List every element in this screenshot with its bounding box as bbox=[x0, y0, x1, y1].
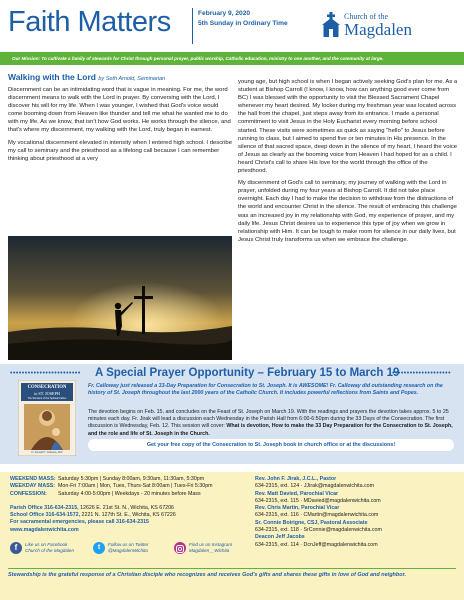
school-office bbox=[10, 512, 250, 519]
article-byline: by Seth Arnold, Seminarian bbox=[98, 76, 166, 82]
church-logo bbox=[322, 4, 462, 48]
weekday-mass-row bbox=[10, 483, 250, 490]
consecration-book-cover bbox=[18, 380, 76, 456]
staff-name: Rev. Chris Martin, Parochial Vicar bbox=[255, 505, 340, 512]
newsletter-header bbox=[0, 0, 464, 52]
book-title-line2: to ST. JOSEPH bbox=[34, 391, 60, 396]
prayer-body-text: The devotion begins on Feb. 15, and concludes on the Feast of St. Joseph on March 19. With the readings and prayers the devotion takes approx. 5 to 25 minutes each day. Fr. Jirak will lead a discussion each Wednesday in the Parish Hall from 6:00-6:50pm during the 33 Days of the Consecration. The first discussion is Wednesday, Feb. 12. This session will cover: bbox=[88, 409, 449, 430]
twitter-line1: Follow us on Twitter bbox=[108, 542, 149, 547]
article-left-column bbox=[8, 86, 232, 167]
get-copy-banner: Get your free copy of the Consecration to St. Joseph book in church office or at the discussions! bbox=[88, 439, 454, 451]
facebook-icon[interactable]: f bbox=[10, 542, 22, 554]
mission-statement-bar: Our Mission: To cultivate a family of stewards for Christ through personal prayer, public worship, Catholic education, ministry to one another, and the community at large. bbox=[0, 52, 464, 65]
article-paragraph: young age, but high school is when I began actively seeking God's plan for me. As a student at Bishop Carroll (I know, I know, how can anything good ever come from BC) I was blessed with the opportunity to visit the Blessed Sacrament Chapel whenever my heart desired. My locker during my freshman year was located across the hall from the chapel, just steps away from its entrance. I made a personal commitment to visit Jesus in the Holy Eucharist every morning before school started. These visits were sometimes as quick as saying "hello" to Jesus before running to class, but I aimed to spend five or ten minutes in His presence. In the silence of that sacred space, deep down in the silence of my heart, I heard the voice of Jesus as clearly as the booming voice from Heaven I had hoped for as a child. I heard Christ's call to share His love for the world through the office of the priesthood. bbox=[238, 79, 458, 175]
book-subtitle: The Wonders of Our Spiritual Father bbox=[27, 397, 67, 400]
parish-office bbox=[10, 505, 250, 512]
logo-magdalen: Magdalen bbox=[344, 20, 412, 39]
silhouette-cross-sunset-image bbox=[8, 236, 232, 360]
article-paragraph: My discernment of God's call to seminary, my journey of walking with the Lord in prayer, unfolded during my four years at Bishop Carroll. It did not take place overnight. Each day I had to make the decision to withdraw from the distractions of the world and encounter Christ in the silence. The result of embracing this challenge was an increased joy in my relationship with God, my experience of prayer, and my daily life. Jesus Christ desires us to experience this type of joy when we grow in relationship with Him. It can be tough to make room for silence in our daily lives, but Jesus Christ truly transforms us when we embrace the challenge. bbox=[238, 180, 457, 243]
issue-date: February 9, 2020 bbox=[198, 10, 251, 17]
twitter-link[interactable] bbox=[108, 542, 149, 554]
facebook-line1: Like us on Facebook bbox=[25, 542, 68, 547]
staff-name: Rev. Matt Davied, Parochial Vicar bbox=[255, 490, 339, 497]
instagram-line1: Find us on Instagram bbox=[189, 542, 233, 547]
instagram-link[interactable] bbox=[189, 542, 232, 554]
instagram-line2: Magdalen__Wichita bbox=[189, 548, 230, 553]
parish-info-footer bbox=[0, 472, 464, 600]
emergency-line: For sacramental emergencies, please call 316-634-2315 bbox=[10, 519, 149, 526]
article-photo bbox=[8, 236, 232, 360]
website-link[interactable]: www.magdalenwichita.com bbox=[10, 526, 79, 533]
prayer-intro: Fr. Calloway just released a 33-Day Preparation for Consecration to St. Joseph. It is AWESOME! Fr. Calloway did outstanding research on the history of St. Joseph throughout the last 2000 years of the Catholic Church. It includes powerful reflections from Saints and Popes. bbox=[88, 383, 443, 397]
stewardship-statement: Stewardship is the grateful response of a Christian disciple who recognizes and receives God's gifts and shares these gifts in love of God and neighbor. bbox=[8, 572, 407, 578]
staff-contact: 634-2315, ext. 124 · JJirak@magdalenwichita.com bbox=[255, 483, 375, 490]
weekend-mass-row bbox=[10, 476, 250, 483]
book-title-line1: CONSECRATION bbox=[27, 385, 67, 390]
staff-contact: 634-2315, ext. 116 · CMartin@magdalenwichita.com bbox=[255, 512, 379, 519]
school-office-phone: School Office 316-634-1572, bbox=[10, 512, 81, 519]
twitter-line2: @MagdalenWichita bbox=[108, 548, 148, 553]
parish-office-phone: Parish Office 316-634-2315, bbox=[10, 505, 79, 511]
weekday-mass-label: WEEKDAY MASS: bbox=[10, 483, 56, 490]
article-right-column bbox=[238, 78, 458, 248]
staff-name: Sr. Connie Boirigne, CSJ, Pastoral Associate bbox=[255, 519, 368, 526]
footer-divider bbox=[8, 568, 456, 569]
mass-schedule bbox=[10, 476, 250, 498]
social-links bbox=[10, 542, 260, 564]
staff-directory bbox=[255, 476, 460, 549]
weekend-mass-label: WEEKEND MASS: bbox=[10, 476, 56, 482]
prayer-title: A Special Prayer Opportunity – February 15 to March 19 bbox=[95, 367, 400, 379]
weekend-mass-times: Saturday 5:30pm | Sunday 8:00am, 9:30am, 11:30am, 5:30pm bbox=[58, 476, 205, 482]
twitter-icon[interactable]: t bbox=[93, 542, 105, 554]
office-contacts bbox=[10, 505, 250, 534]
issue-subtitle: 5th Sunday in Ordinary Time bbox=[198, 20, 288, 27]
staff-name: Deacon Jeff Jacobs bbox=[255, 534, 305, 541]
staff-contact: 634-2315, ext. 115 · MDavied@magdalenwichita.com bbox=[255, 497, 381, 504]
decorative-dots-left: •••••••••••••••••••••••• bbox=[10, 370, 81, 377]
prayer-body-bold: What is devotion, How to make the 33 Day Preparation for the Consecration to St. Joseph, and the role and life of St. Joseph in the Church. bbox=[88, 423, 453, 437]
confession-row bbox=[10, 491, 250, 498]
parish-office-address: 12626 E. 21st St. N., Wichita, KS 67206 bbox=[78, 505, 175, 511]
book-author: Fr. Donald H. Calloway, MIC bbox=[31, 451, 63, 454]
staff-name: Rev. John F. Jirak, J.C.L., Pastor bbox=[255, 476, 337, 482]
newsletter-title: Faith Matters bbox=[8, 6, 171, 38]
facebook-link[interactable] bbox=[25, 542, 74, 554]
staff-contact: 634-2315, ext. 114 · DcnJeff@magdalenwichita.com bbox=[255, 541, 378, 548]
staff-contact: 634-2315, ext. 118 · SrConnie@magdalenwichita.com bbox=[255, 527, 382, 534]
school-office-address: 2221 N. 127th St. E., Wichita, KS 67226 bbox=[80, 512, 176, 519]
facebook-line2: Church of the Magdalen bbox=[25, 548, 75, 553]
article-title: Walking with the Lord bbox=[8, 72, 96, 82]
prayer-opportunity-section bbox=[0, 364, 464, 464]
weekday-mass-times: Mon-Fri 7:00am | Mon, Tues, Thurs-Sat 8:00am | Tues-Fri 5:30pm bbox=[58, 483, 213, 490]
confession-label: CONFESSION: bbox=[10, 490, 47, 497]
header-divider bbox=[192, 8, 193, 44]
decorative-dots-right: •••••••••••••••••••• bbox=[392, 370, 452, 377]
article-heading bbox=[8, 72, 165, 82]
confession-times: Saturday 4:00-5:00pm | Weekdays - 20 minutes before Mass bbox=[58, 490, 201, 497]
issue-info bbox=[198, 9, 288, 29]
article-paragraph: My vocational discernment elevated in intensity when I entered high school. I describe my call to seminary and the priesthood as a lifelong call because I can remember thinking about priesthood at a very bbox=[8, 139, 232, 162]
prayer-body bbox=[88, 409, 454, 438]
article-paragraph: Discernment can be an intimidating word that is vague in meaning. For me, the word discernment means to walk with the Lord in prayer. By conversing with the Lord, I discover his will for my life. When I was younger, I wished that God's voice would come booming down from Heaven like thunder and tell me what he wanted me to do with my life. As we know, that isn't how God works. He works through the silence, and that's where my discernment, my walking with the Lord, truly began in earnest. bbox=[8, 87, 231, 134]
logo-church-of-the: Church of the bbox=[344, 12, 388, 21]
church-building-icon bbox=[322, 12, 340, 38]
instagram-icon[interactable] bbox=[174, 542, 186, 554]
